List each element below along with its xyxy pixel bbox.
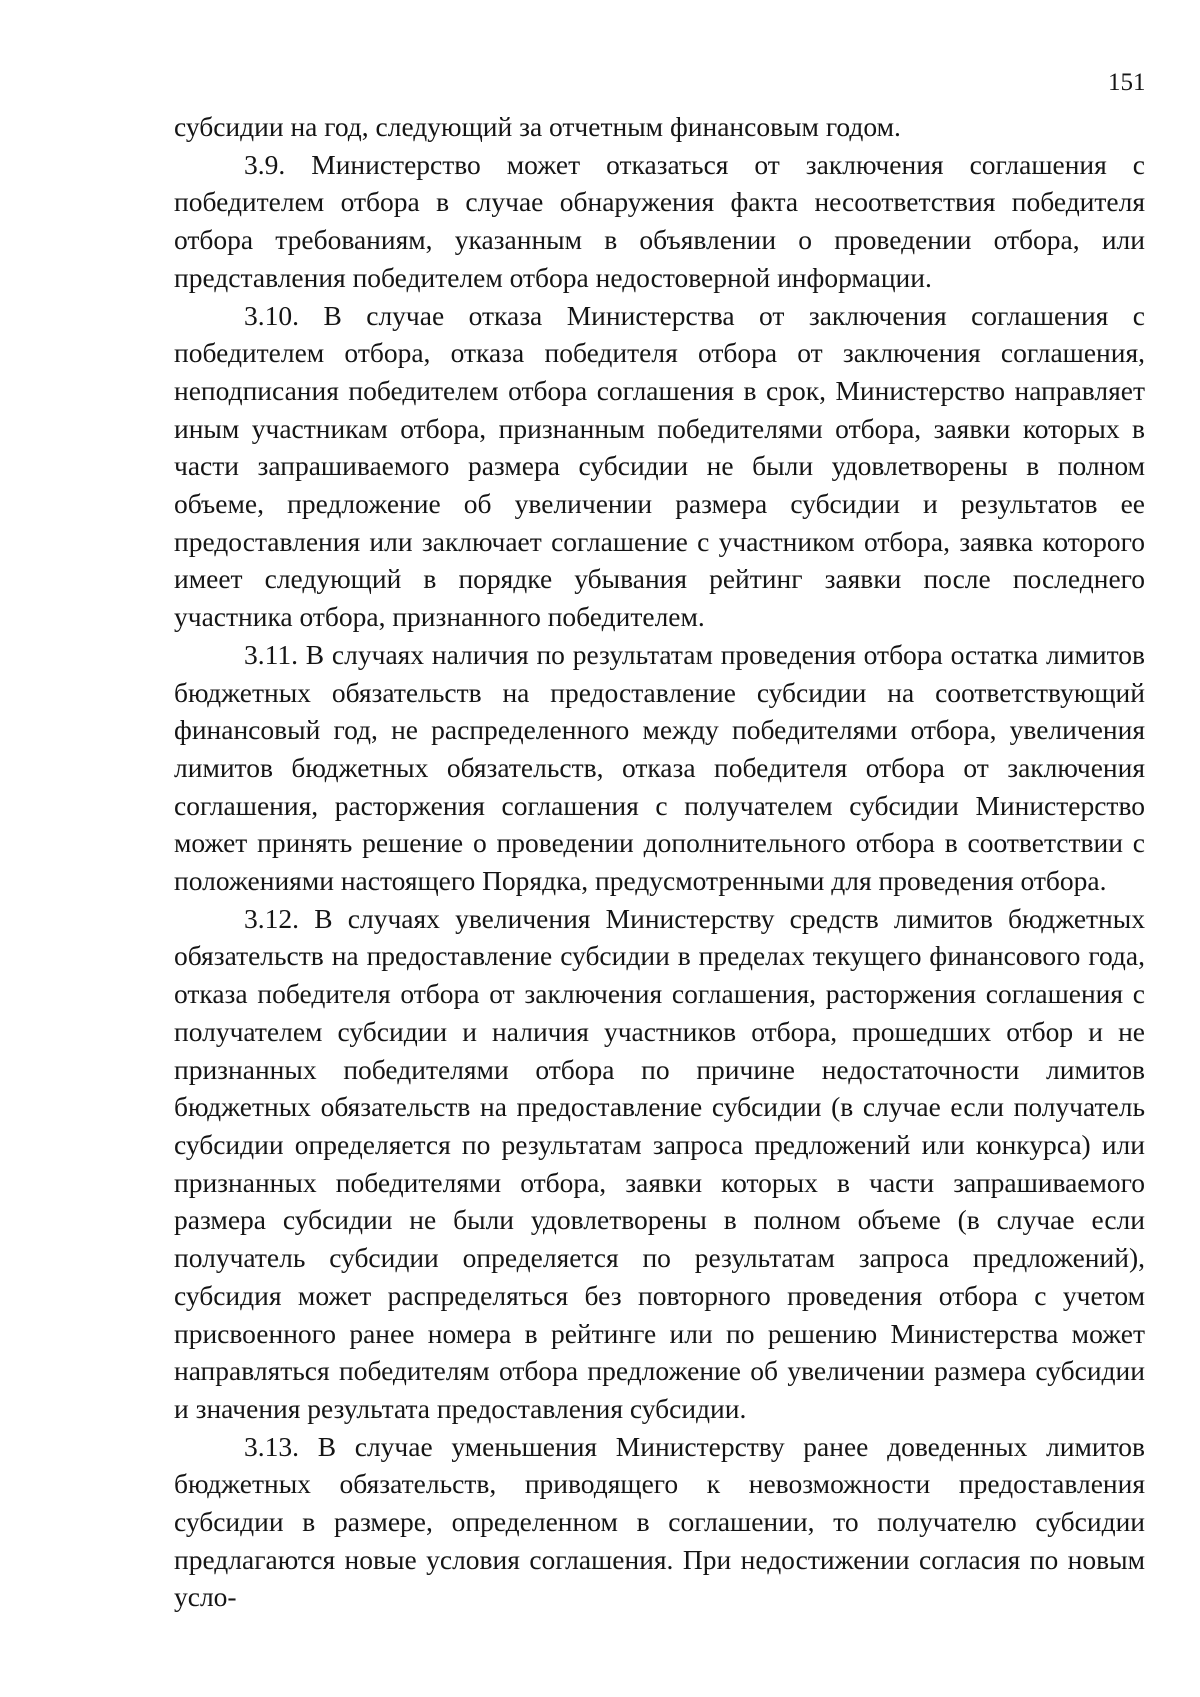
paragraph-3-9: 3.9. Министерство может отказаться от заключения соглашения с победителем отбора в случае обнаружения факта несоответствия победителя отбора требованиям, указанным в объявлении о проведении отбора, или представления победителем отбора недостоверной информации. bbox=[174, 148, 1145, 293]
paragraph-continuation: субсидии на год, следующий за отчетным финансовым годом. bbox=[174, 111, 901, 142]
paragraph-3-11: 3.11. В случаях наличия по результатам проведения отбора остатка лимитов бюджетных обязательств на предоставление субсидии на соответствующий финансовый год, не распределенного между победителями отбора, увеличения лимитов бюджетных обязательств, отказа победителя отбора от заключения соглашения, расторжения соглашения с получателем субсидии Министерство может принять решение о проведении дополнительного отбора в соответствии с положениями настоящего Порядка, предусмотренными для проведения отбора. bbox=[174, 638, 1145, 897]
document-body bbox=[174, 108, 1145, 1616]
paragraph-3-10: 3.10. В случае отказа Министерства от заключения соглашения с победителем отбора, отказа победителя отбора от заключения соглашения, неподписания победителем отбора соглашения в срок, Министерство направляет иным участникам отбора, признанным победителями отбора, заявки которых в части запрашиваемого размера субсидии не были удовлетворены в полном объеме, предложение об увеличении размера субсидии и результатов ее предоставления или заключает соглашение с участником отбора, заявка которого имеет следующий в порядке убывания рейтинг заявки после последнего участника отбора, признанного победителем. bbox=[174, 299, 1145, 633]
paragraph-3-13: 3.13. В случае уменьшения Министерству ранее доведенных лимитов бюджетных обязательств, приводящего к невозможности предоставления субсидии в размере, определенном в соглашении, то получателю субсидии предлагаются новые условия соглашения. При недостижении согласия по новым усло- bbox=[174, 1430, 1145, 1613]
page-number: 151 bbox=[1108, 69, 1146, 96]
paragraph-3-12: 3.12. В случаях увеличения Министерству средств лимитов бюджетных обязательств на предоставление субсидии в пределах текущего финансового года, отказа победителя отбора от заключения соглашения, расторжения соглашения с получателем субсидии и наличия участников отбора, прошедших отбор и не признанных победителями отбора по причине недостаточности лимитов бюджетных обязательств на предоставление субсидии (в случае если получатель субсидии определяется по результатам запроса предложений или конкурса) или признанных победителями отбора, заявки которых в части запрашиваемого размера субсидии не были удовлетворены в полном объеме (в случае если получатель субсидии определяется по результатам запроса предложений), субсидия может распределяться без повторного проведения отбора с учетом присвоенного ранее номера в рейтинге или по решению Министерства может направляться победителям отбора предложение об увеличении размера субсидии и значения результата предоставления субсидии. bbox=[174, 902, 1145, 1424]
